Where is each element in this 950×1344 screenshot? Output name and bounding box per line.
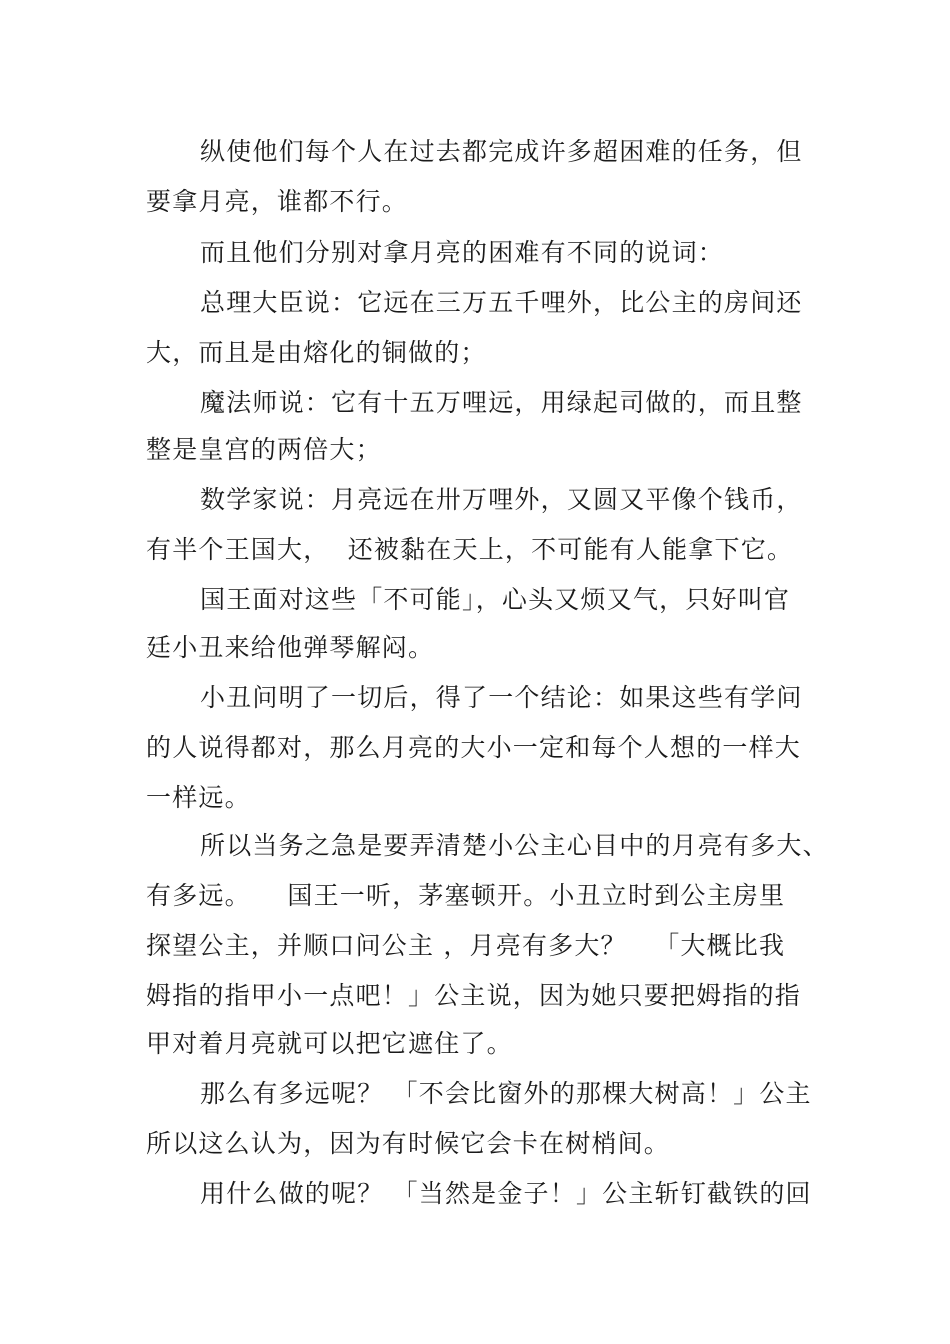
text-line: 姆指的指甲小一点吧！」公主说，因为她只要把姆指的指 (146, 981, 802, 1010)
text-line: 所以这么认为，因为有时候它会卡在树梢间。 (146, 1129, 671, 1158)
text-line: 廷小丑来给他弹琴解闷。 (146, 633, 435, 662)
text-line: 所以当务之急是要弄清楚小公主心目中的月亮有多大、 (200, 831, 829, 860)
text-line: 有多远。 国王一听，茅塞顿开。小丑立时到公主房里 (146, 881, 786, 910)
text-line: 而且他们分别对拿月亮的困难有不同的说词： (200, 238, 725, 267)
text-line: 甲对着月亮就可以把它遮住了。 (146, 1029, 513, 1058)
text-line: 要拿月亮，谁都不行。 (146, 187, 409, 216)
text-line: 大，而且是由熔化的铜做的； (146, 338, 487, 367)
text-line: 一样远。 (146, 783, 251, 812)
text-line: 整是皇宫的两倍大； (146, 435, 382, 464)
text-line: 用什么做的呢？ 「当然是金子！」公主斩钉截铁的回 (200, 1179, 812, 1208)
text-line: 国王面对这些「不可能」，心头又烦又气，只好叫官 (200, 585, 791, 614)
text-line: 的人说得都对，那么月亮的大小一定和每个人想的一样大 (146, 733, 802, 762)
text-line: 小丑问明了一切后，得了一个结论：如果这些有学问 (200, 683, 803, 712)
text-line: 探望公主，并顺口问公主 ，月亮有多大？ 「大概比我 (146, 931, 786, 960)
text-line: 那么有多远呢？ 「不会比窗外的那棵大树高！」公主 (200, 1079, 812, 1108)
text-line: 总理大臣说：它远在三万五千哩外，比公主的房间还 (200, 288, 803, 317)
text-line: 数学家说：月亮远在卅万哩外，又圆又平像个钱币， (200, 485, 803, 514)
text-line: 有半个王国大， 还被黏在天上，不可能有人能拿下它。 (146, 535, 794, 564)
text-line: 魔法师说：它有十五万哩远，用绿起司做的，而且整 (200, 388, 803, 417)
text-line: 纵使他们每个人在过去都完成许多超困难的任务，但 (200, 137, 803, 166)
